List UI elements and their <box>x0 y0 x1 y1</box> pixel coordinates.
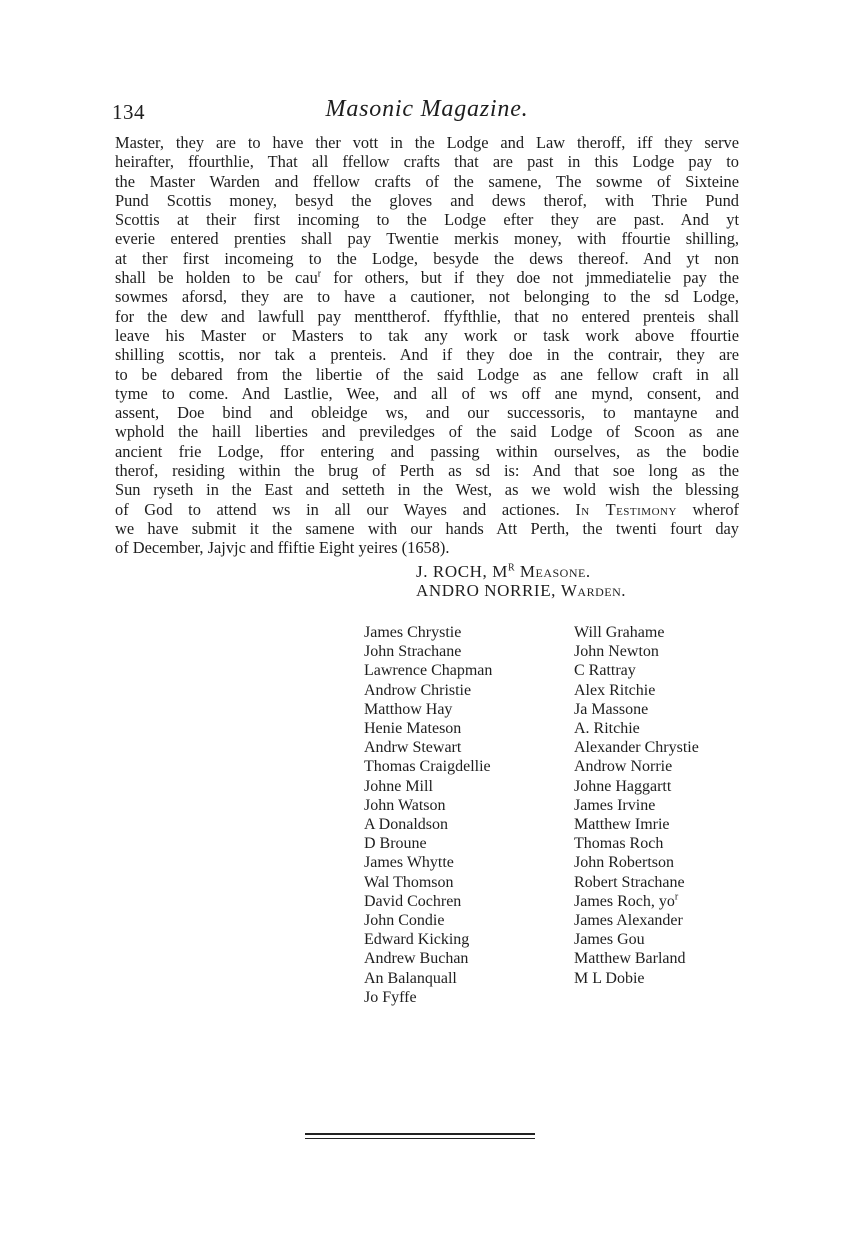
signatory-title: Measone. <box>515 562 591 581</box>
signature-name: A Donaldson <box>364 816 448 834</box>
superscript-abbrev: R <box>507 562 516 574</box>
body-line <box>115 268 739 287</box>
signature-name: John Condie <box>364 912 445 930</box>
body-line <box>115 403 739 422</box>
body-line <box>115 519 739 538</box>
signature-list-right <box>574 623 699 988</box>
body-line-text: of God to attend ws in all our Wayes and actiones. <box>115 499 560 519</box>
body-line <box>115 249 739 268</box>
signature-name <box>574 796 699 815</box>
body-line-text: everie entered prenties shall pay Twentie merkis money, with ffourtie shilling, <box>115 229 739 249</box>
signature-name-text: James Irvine <box>574 796 656 814</box>
body-line <box>115 345 739 364</box>
signatory-line <box>416 581 626 600</box>
signature-name: Henie Mateson <box>364 720 462 738</box>
body-line <box>115 442 739 461</box>
body-line <box>115 152 739 171</box>
signature-name: Andrw Stewart <box>364 739 462 757</box>
body-line <box>115 422 739 441</box>
body-line-text: wphold the haill liberties and previledges of the said Lodge of Scoon as ane <box>115 422 739 442</box>
body-line-text: Sun ryseth in the East and setteth in the West, as we wold wish the blessing <box>115 480 739 500</box>
body-line-text: of December, Jajvjc and ffiftie Eight yeires (1658). <box>115 538 450 558</box>
body-line <box>115 500 739 519</box>
body-line-text: ancient frie Lodge, ffor entering and passing within ourselves, as the bodie <box>115 441 739 461</box>
signature-name <box>574 873 699 892</box>
signature-name <box>574 642 699 661</box>
signature-name-text: John Newton <box>574 643 659 661</box>
body-line <box>115 461 739 480</box>
signature-name-text: Johne Haggartt <box>574 777 672 795</box>
body-line-text: the Master Warden and ffellow crafts of the samene, The sowme of Sixteine <box>115 171 739 191</box>
signatory-name: ANDRO NORRIE, <box>416 581 561 600</box>
signature-name: Androw Christie <box>364 681 472 699</box>
page-number: 134 <box>112 100 145 124</box>
body-line-text: sowmes aforsd, they are to have a cautioner, not belonging to the sd Lodge, <box>115 287 739 307</box>
body-line-text: wherof <box>676 499 739 519</box>
body-line-text: for others, but if they doe not jmmediatelie pay the <box>321 268 740 288</box>
page-header <box>112 96 742 130</box>
body-line-text: to be debared from the libertie of the said Lodge as ane fellow craft in all <box>115 364 739 384</box>
signature-name: Wal Thomson <box>364 873 454 891</box>
body-line-text: Pund Scottis money, besyd the gloves and dews therof, with Thrie Pund <box>115 190 739 210</box>
signature-name <box>574 757 699 776</box>
body-line-text: at ther first incomeing to the Lodge, besyde the dews thereof. And yt non <box>115 248 739 268</box>
signature-name-text: A. Ritchie <box>574 720 640 738</box>
body-line-text: Scottis at their first incoming to the Lodge efter they are past. And yt <box>115 210 739 230</box>
signature-name-text: Androw Norrie <box>574 758 673 776</box>
running-title: Masonic Magazine. <box>325 96 529 122</box>
signature-name: John Strachane <box>364 643 462 661</box>
signature-name: David Cochren <box>364 892 462 910</box>
small-caps-phrase: In Testimony <box>575 499 677 519</box>
body-line-text: we have submit it the samene with our hands Att Perth, the twenti fourt day <box>115 518 739 538</box>
body-line <box>115 365 739 384</box>
signature-name-text: Matthew Imrie <box>574 816 670 834</box>
signature-name: Johne Mill <box>364 777 433 795</box>
body-line <box>115 210 739 229</box>
signature-name-text: M L Dobie <box>574 969 645 987</box>
signature-name: James Whytte <box>364 854 454 872</box>
signature-name: Andrew Buchan <box>364 950 469 968</box>
body-line-text: tyme to come. And Lastlie, Wee, and all of ws off ane mynd, consent, and <box>115 383 739 403</box>
signature-name: An Balanquall <box>364 969 457 987</box>
body-line <box>115 538 739 557</box>
signature-name <box>574 815 699 834</box>
signature-name: D Broune <box>364 835 427 853</box>
body-line <box>115 172 739 191</box>
body-line <box>115 307 739 326</box>
body-line-text: heirafter, ffourthlie, That all ffellow crafts that are past in this Lodge pay to <box>115 152 739 172</box>
body-line-text: shall be holden to be cau <box>115 268 318 288</box>
signature-name-text: Matthew Barland <box>574 950 686 968</box>
signature-name: Lawrence Chapman <box>364 662 493 680</box>
signature-name <box>574 719 699 738</box>
signature-name <box>574 834 699 853</box>
signature-name <box>574 623 699 642</box>
signature-name: John Watson <box>364 796 446 814</box>
signature-name <box>574 853 699 872</box>
body-line <box>115 326 739 345</box>
superscript-abbrev: r <box>317 268 322 280</box>
body-paragraph <box>115 133 739 558</box>
signature-list-left <box>364 623 492 1007</box>
signature-name <box>574 681 699 700</box>
superscript-abbrev: r <box>674 891 679 903</box>
signature-name-text: Thomas Roch <box>574 835 664 853</box>
body-line-text: assent, Doe bind and obleidge ws, and our successoris, to mantayne and <box>115 403 739 423</box>
signature-name: Edward Kicking <box>364 931 470 949</box>
body-line <box>115 191 739 210</box>
signatory-name: J. ROCH, M <box>416 562 508 581</box>
section-rule-thick <box>305 1133 535 1135</box>
signature-name <box>574 661 699 680</box>
signature-name-text: Ja Massone <box>574 700 649 718</box>
signature-name <box>574 700 699 719</box>
signature-name-text: Will Grahame <box>574 624 665 641</box>
body-line <box>115 384 739 403</box>
body-line-text: shilling scottis, nor tak a prenteis. And if they doe in the contrair, they are <box>115 345 739 365</box>
body-line <box>115 287 739 306</box>
body-line-text: Master, they are to have ther vott in the Lodge and Law theroff, iff they serve <box>115 133 739 152</box>
signatory-line <box>416 562 626 581</box>
signature-name-text: Robert Strachane <box>574 873 685 891</box>
signature-name-text: Alexander Chrystie <box>574 739 699 757</box>
body-line <box>115 480 739 499</box>
signature-name-text: James Gou <box>574 931 645 949</box>
signature-name-text: John Robertson <box>574 854 674 872</box>
signature-name: Matthow Hay <box>364 700 453 718</box>
body-line-text: for the dew and lawfull pay menttherof. ffyfthlie, that no entered prenteis shall <box>115 306 739 326</box>
body-line <box>115 229 739 248</box>
signature-name-text: Alex Ritchie <box>574 681 656 699</box>
signature-name <box>574 738 699 757</box>
signature-name: Thomas Craigdellie <box>364 758 491 776</box>
body-line <box>115 133 739 152</box>
signature-name <box>574 892 699 911</box>
signature-name-text: C Rattray <box>574 662 636 680</box>
signature-name: Jo Fyffe <box>364 988 417 1006</box>
signature-name <box>574 777 699 796</box>
signature-name <box>574 969 699 988</box>
body-line-text: therof, residing within the brug of Perth as sd is: And that soe long as the <box>115 461 739 481</box>
signature-name-text: James Alexander <box>574 912 683 930</box>
signature-name <box>574 930 699 949</box>
signatories-block <box>416 562 626 600</box>
signature-name <box>574 911 699 930</box>
signature-name <box>574 949 699 968</box>
section-rule-thin <box>305 1138 535 1139</box>
signatory-title: Warden. <box>560 581 627 600</box>
signature-name-text: James Roch, yo <box>574 892 675 910</box>
body-line-text: leave his Master or Masters to tak any work or task work above ffourtie <box>115 325 739 345</box>
signature-name: James Chrystie <box>364 624 462 641</box>
